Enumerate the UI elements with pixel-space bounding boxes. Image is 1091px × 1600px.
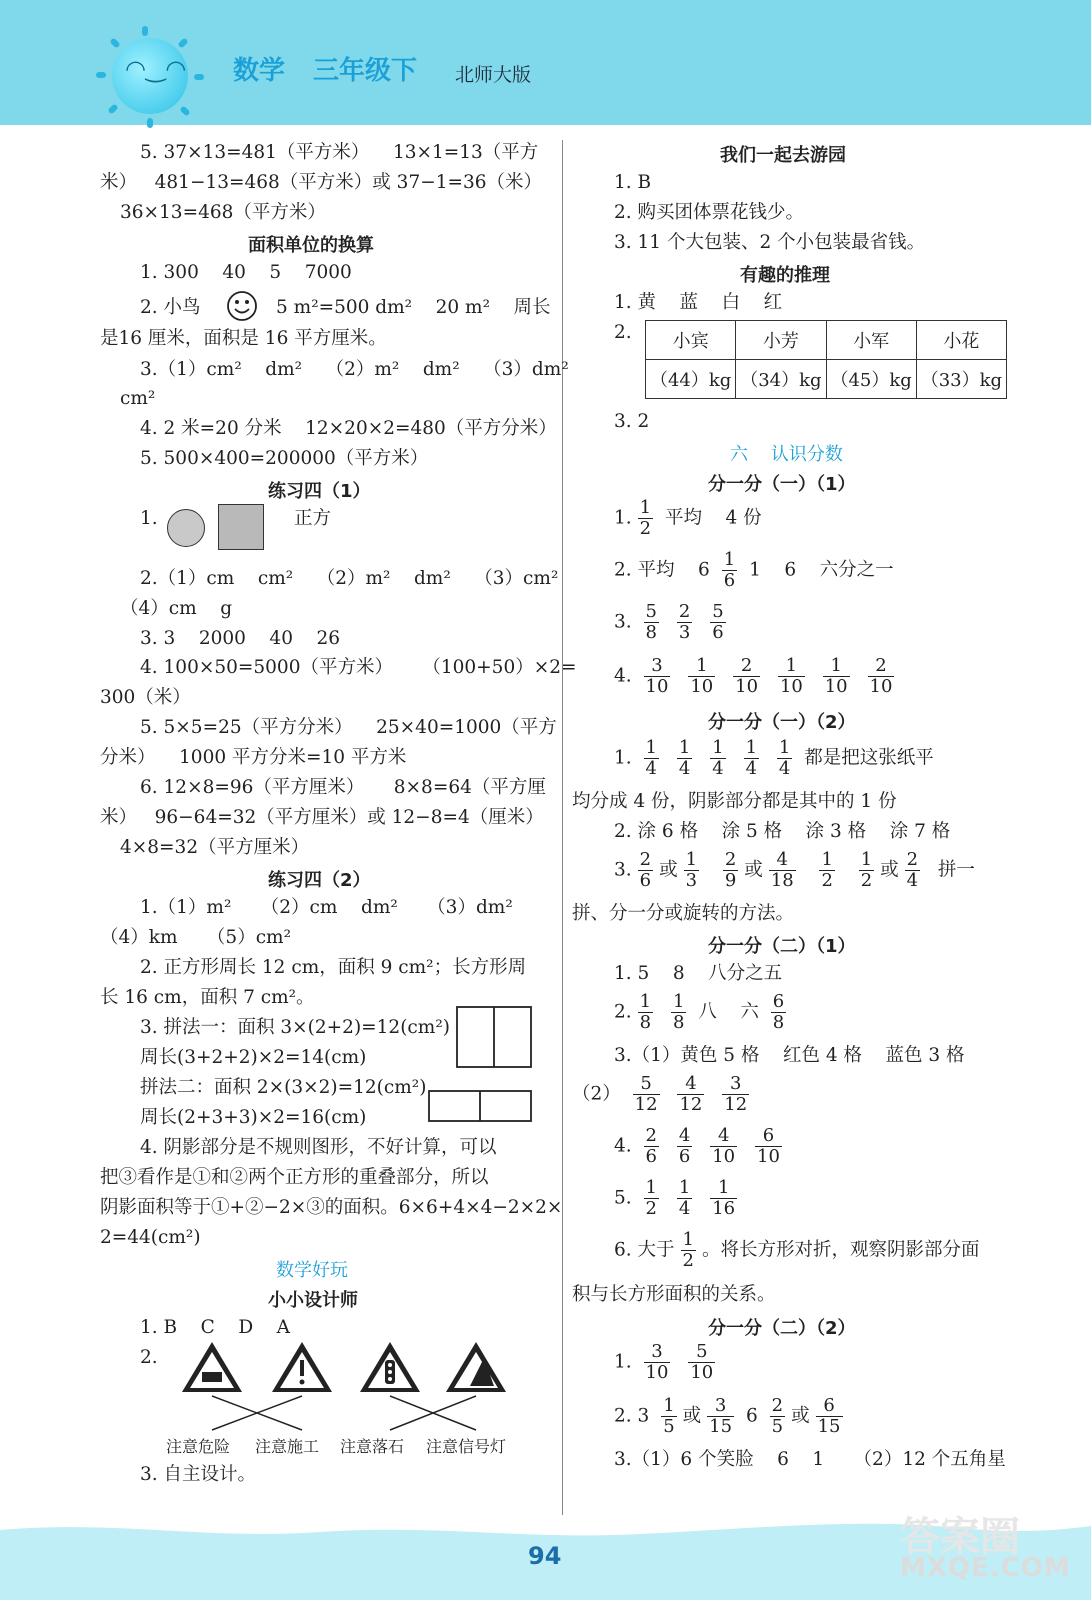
left-line: 米） 96−64=32（平方厘米）或 12−8=4（厘米）	[100, 807, 544, 828]
table-cell: （34）kg	[736, 360, 826, 399]
table-cell: （45）kg	[826, 360, 916, 399]
section-heading: 分一分（二）（1）	[708, 936, 856, 957]
fraction-numerator: 1	[688, 656, 715, 677]
right-line	[614, 850, 975, 891]
fraction-numerator: 1	[823, 656, 850, 677]
left-line: （4）km （5）cm²	[100, 927, 292, 948]
fraction	[677, 1074, 704, 1115]
fraction-denominator: 10	[824, 676, 848, 697]
fraction-denominator: 4	[678, 1198, 691, 1219]
fraction-denominator: 10	[735, 676, 759, 697]
fraction	[638, 498, 653, 539]
section-heading: 分一分（一）（2）	[708, 712, 856, 733]
right-line	[572, 1074, 755, 1115]
left-line: 长 16 cm，面积 7 cm²。	[100, 987, 315, 1008]
left-line: 1. B C D A	[140, 1317, 291, 1338]
left-line: 3. 拼法一：面积 3×(2+2)=12(cm²)	[140, 1017, 450, 1038]
fraction	[677, 1178, 692, 1219]
fraction	[688, 656, 715, 697]
or-word: 或	[880, 859, 899, 881]
wide-rectangle-figure	[428, 1090, 532, 1122]
page-number: 94	[528, 1542, 562, 1570]
grade-title: 三年级下	[313, 56, 418, 86]
line-text: 八 六	[698, 1001, 759, 1023]
fraction-denominator: 4	[712, 758, 724, 779]
fraction-numerator: 2	[678, 601, 691, 622]
left-line: 把③看作是①和②两个正方形的重叠部分，所以	[100, 1167, 489, 1188]
sun-ray	[96, 72, 106, 78]
fraction	[722, 1074, 749, 1115]
fraction-denominator: 18	[770, 870, 794, 891]
fraction-numerator: 2	[639, 849, 652, 870]
fraction-denominator: 10	[645, 1362, 669, 1383]
right-line	[614, 550, 894, 591]
fraction	[710, 1126, 737, 1167]
section-title-fun-math: 数学好玩	[276, 1260, 348, 1281]
left-line: 3. 自主设计。	[140, 1464, 257, 1485]
right-line: 2.	[614, 322, 632, 343]
fraction	[905, 850, 920, 891]
fraction-denominator: 2	[645, 1198, 657, 1219]
smiley-face-icon	[226, 290, 258, 322]
item-number: 4.	[614, 665, 632, 687]
fraction	[671, 992, 686, 1033]
left-line: 正方	[294, 508, 332, 529]
fraction-numerator: 1	[710, 1178, 737, 1199]
right-line	[614, 992, 792, 1033]
fraction	[755, 1126, 782, 1167]
weight-table	[645, 320, 1007, 399]
left-line: 2. 正方形周长 12 cm，面积 9 cm²；长方形周	[140, 957, 527, 978]
section-heading: 有趣的推理	[740, 265, 830, 286]
fraction-denominator: 4	[906, 870, 919, 891]
fraction-numerator: 1	[645, 737, 657, 758]
fraction	[644, 738, 659, 779]
fraction-denominator: 10	[645, 676, 669, 697]
right-line	[614, 498, 762, 539]
fraction-denominator: 8	[639, 1012, 652, 1033]
left-line: 4×8=32（平方厘米）	[120, 837, 310, 858]
fraction-denominator: 12	[634, 1094, 658, 1115]
fraction-numerator: 4	[710, 1126, 737, 1147]
column-divider	[562, 140, 563, 1515]
left-line: 6. 12×8=96（平方厘米） 8×8=64（平方厘	[140, 777, 546, 798]
right-line	[614, 602, 732, 643]
item-number: 3.	[614, 611, 632, 633]
fraction-denominator: 9	[724, 870, 737, 891]
fraction-numerator: 1	[860, 849, 873, 870]
fraction	[744, 738, 759, 779]
fraction	[684, 850, 699, 891]
sign-label: 注意危险	[166, 1437, 231, 1456]
fraction	[681, 1230, 696, 1271]
fraction	[644, 1342, 671, 1383]
warning-signs-figure	[180, 1338, 520, 1438]
fraction-numerator: 1	[778, 737, 791, 758]
chapter-title: 六 认识分数	[730, 444, 843, 465]
fraction-denominator: 6	[639, 870, 652, 891]
left-line: 3.（1）cm² dm² （2）m² dm² （3）dm²	[140, 359, 569, 380]
fraction-denominator: 2	[860, 870, 873, 891]
right-line	[614, 738, 934, 779]
fraction	[677, 738, 692, 779]
section-heading: 小小设计师	[268, 1290, 358, 1311]
section-heading: 面积单位的换算	[248, 235, 374, 256]
fraction-numerator: 6	[772, 991, 785, 1012]
fraction	[777, 738, 792, 779]
fraction	[819, 850, 834, 891]
left-line: 5. 500×400=200000（平方米）	[140, 448, 429, 469]
fraction	[778, 656, 805, 697]
fraction-numerator: 3	[722, 1074, 749, 1095]
line-text: 2. 平均 6	[614, 559, 710, 581]
line-text: 平均 4 份	[665, 507, 762, 529]
fraction-numerator: 1	[723, 549, 736, 570]
left-line: 1.	[140, 508, 158, 529]
right-line: 1. B	[614, 172, 652, 193]
right-line	[614, 1178, 743, 1219]
table-cell: （44）kg	[646, 360, 736, 399]
fraction	[644, 1126, 659, 1167]
left-line: 5. 5×5=25（平方分米） 25×40=1000（平方	[140, 717, 557, 738]
left-line: 分米） 1000 平方分米=10 平方米	[100, 747, 407, 768]
fraction-numerator: 1	[712, 737, 724, 758]
fraction-numerator: 1	[685, 849, 698, 870]
fraction-numerator: 1	[645, 1177, 657, 1198]
fraction	[707, 1396, 734, 1437]
fraction-denominator: 5	[771, 1416, 784, 1437]
right-line: 积与长方形面积的关系。	[572, 1284, 776, 1305]
item-number: 3.	[614, 859, 632, 881]
fraction-numerator: 5	[688, 1342, 715, 1363]
fraction	[733, 656, 760, 697]
fraction-numerator: 5	[712, 601, 724, 622]
fraction-denominator: 3	[685, 870, 698, 891]
fraction	[770, 1396, 785, 1437]
section-heading: 分一分（二）（2）	[708, 1318, 856, 1339]
left-line: 2.（1）cm cm² （2）m² dm² （3）cm²	[140, 568, 559, 589]
fraction-denominator: 8	[673, 1012, 685, 1033]
section-heading: 分一分（一）（1）	[708, 474, 856, 495]
sun-ray	[194, 74, 204, 80]
line-text: 6. 大于	[614, 1239, 675, 1261]
fraction-numerator: 1	[745, 737, 758, 758]
fraction-numerator: 2	[645, 1125, 657, 1146]
fraction	[644, 1178, 659, 1219]
section-heading: 我们一起去游园	[720, 145, 846, 166]
warning-sign-icon	[182, 1342, 242, 1392]
left-line: 300（米）	[100, 687, 191, 708]
table-header-cell: 小芳	[736, 321, 826, 360]
fraction	[638, 992, 653, 1033]
fraction-denominator: 6	[723, 570, 736, 591]
fraction-numerator: 4	[678, 1125, 691, 1146]
fraction-numerator: 2	[771, 1395, 784, 1416]
fraction	[723, 850, 738, 891]
fraction-denominator: 12	[679, 1094, 703, 1115]
left-line: 周长(3+2+2)×2=14(cm)	[140, 1047, 367, 1068]
right-line: 3.（1）6 个笑脸 6 1 （2）12 个五角星	[614, 1449, 1006, 1470]
fraction-numerator: 2	[906, 849, 919, 870]
or-word: 或	[659, 859, 678, 881]
fraction-denominator: 3	[678, 622, 691, 643]
left-line: 4. 2 米=20 分米 12×20×2=480（平方分米）	[140, 418, 557, 439]
fraction-numerator: 3	[644, 1342, 671, 1363]
sun-ray	[147, 118, 153, 128]
left-line: 2.	[140, 1347, 158, 1368]
fraction-denominator: 8	[772, 1012, 785, 1033]
fraction	[677, 602, 692, 643]
fraction	[710, 738, 725, 779]
or-word: 或	[791, 1405, 810, 1427]
right-line: 2. 购买团体票花钱少。	[614, 202, 805, 223]
fraction	[769, 850, 796, 891]
sun-ray	[142, 26, 148, 36]
fraction-denominator: 10	[712, 1146, 736, 1167]
fraction-denominator: 6	[645, 1146, 657, 1167]
right-line	[614, 1396, 849, 1437]
watermark-url: MXQE.COM	[900, 1553, 1071, 1583]
item-number: 5.	[614, 1187, 632, 1209]
construction-sign-icon	[272, 1342, 332, 1392]
fraction	[677, 1126, 692, 1167]
fraction-numerator: 6	[755, 1126, 782, 1147]
fraction-numerator: 3	[644, 656, 671, 677]
left-line: 周长(2+3+3)×2=16(cm)	[140, 1107, 367, 1128]
table-cell: （33）kg	[916, 360, 1006, 399]
fraction-numerator: 2	[868, 656, 895, 677]
fraction-numerator: 4	[677, 1074, 704, 1095]
left-line: 1. 300 40 5 7000	[140, 262, 352, 283]
left-line: 米） 481−13=468（平方米）或 37−1=36（米）	[100, 172, 543, 193]
or-word: 或	[682, 1405, 702, 1427]
fraction-denominator: 10	[757, 1146, 780, 1167]
signal-light-sign-icon	[446, 1342, 506, 1392]
fraction-numerator: 6	[816, 1396, 843, 1417]
fraction-denominator: 4	[645, 758, 657, 779]
tall-rectangle-figure	[456, 1006, 532, 1068]
falling-rocks-sign-icon	[360, 1342, 420, 1392]
line-text: 。将长方形对折，观察阴影部分面	[702, 1239, 980, 1261]
fraction-denominator: 4	[778, 758, 791, 779]
right-line: 拼、分一分或旋转的方法。	[572, 903, 795, 924]
fraction-numerator: 1	[778, 656, 805, 677]
fraction-numerator: 3	[707, 1396, 734, 1417]
fraction-numerator: 1	[678, 1177, 691, 1198]
line-text: 都是把这张纸平	[804, 747, 934, 769]
fraction-numerator: 1	[821, 849, 833, 870]
or-word: 或	[744, 859, 763, 881]
fraction-numerator: 1	[682, 1229, 694, 1250]
fraction-denominator: 2	[821, 870, 833, 891]
fraction	[771, 992, 786, 1033]
fraction	[644, 602, 659, 643]
line-text: 6	[745, 1405, 758, 1427]
item-number: 1.	[614, 747, 632, 769]
fraction	[816, 1396, 843, 1437]
right-line: 1. 黄 蓝 白 红	[614, 292, 783, 313]
right-line: 3. 2	[614, 411, 650, 432]
fraction	[661, 1396, 676, 1437]
fraction	[823, 656, 850, 697]
fraction-denominator: 8	[645, 622, 657, 643]
fraction-denominator: 10	[690, 676, 714, 697]
fraction	[644, 656, 671, 697]
sign-label: 注意落石	[340, 1437, 405, 1456]
left-line: 4. 阴影部分是不规则图形，不好计算，可以	[140, 1137, 497, 1158]
item-number: 4.	[614, 1135, 632, 1157]
fraction	[688, 1342, 715, 1383]
fraction-numerator: 5	[633, 1074, 660, 1095]
fraction	[710, 1178, 737, 1219]
left-line: 1.（1）m² （2）cm dm² （3）dm²	[140, 897, 513, 918]
left-line: 2. 小鸟	[140, 297, 201, 318]
fraction-numerator: 1	[678, 737, 691, 758]
fraction-denominator: 16	[712, 1198, 736, 1219]
left-line: 5. 37×13=481（平方米） 13×1=13（平方	[140, 142, 539, 163]
fraction-denominator: 10	[690, 1362, 714, 1383]
item-number: 1.	[614, 1351, 632, 1373]
section-heading: 练习四（2）	[268, 870, 371, 891]
fraction-numerator: 1	[639, 497, 652, 518]
fraction	[722, 550, 737, 591]
fraction-denominator: 10	[869, 676, 893, 697]
left-line: 4. 100×50=5000（平方米） （100+50）×2=	[140, 657, 577, 678]
square-shape	[218, 504, 264, 550]
fraction-denominator: 5	[663, 1416, 675, 1437]
item-number: （2）	[572, 1083, 621, 1105]
sign-label: 注意施工	[255, 1437, 320, 1456]
item-number: 1.	[614, 507, 632, 529]
watermark-logo: 答案圈	[900, 1514, 1020, 1560]
fraction	[868, 656, 895, 697]
fraction	[633, 1074, 660, 1115]
fraction	[638, 850, 653, 891]
left-line: 是16 厘米，面积是 16 平方厘米。	[100, 328, 387, 349]
subject-title: 数学	[233, 56, 286, 86]
fraction-numerator: 2	[733, 656, 760, 677]
fraction-denominator: 10	[779, 676, 803, 697]
left-line: 阴影面积等于①+②−2×③的面积。6×6+4×4−2×2×	[100, 1197, 563, 1218]
sign-label: 注意信号灯	[426, 1437, 507, 1456]
fraction-numerator: 4	[769, 850, 796, 871]
table-header-cell: 小宾	[646, 321, 736, 360]
left-line: 36×13=468（平方米）	[120, 202, 326, 223]
right-line: 3. 11 个大包装、2 个小包装最省钱。	[614, 232, 926, 253]
fraction-denominator: 4	[678, 758, 691, 779]
fraction-denominator: 2	[682, 1250, 694, 1271]
fraction-denominator: 12	[724, 1094, 748, 1115]
sun-face: ◠‿◠	[125, 55, 187, 83]
fraction-numerator: 1	[663, 1395, 675, 1416]
fraction-denominator: 6	[678, 1146, 691, 1167]
left-line: 拼法二：面积 2×(3×2)=12(cm²)	[140, 1077, 427, 1098]
fraction	[710, 602, 725, 643]
fraction-denominator: 15	[817, 1416, 841, 1437]
line-text: 1 6 六分之一	[749, 559, 894, 581]
fraction-numerator: 1	[639, 991, 652, 1012]
right-line: 1. 5 8 八分之五	[614, 963, 783, 984]
fraction-denominator: 6	[712, 622, 724, 643]
fraction-numerator: 2	[724, 849, 737, 870]
left-line: cm²	[120, 388, 156, 409]
right-line	[614, 1126, 788, 1167]
fraction-numerator: 5	[645, 601, 657, 622]
fraction-numerator: 1	[673, 991, 685, 1012]
fraction-denominator: 4	[745, 758, 758, 779]
section-heading: 练习四（1）	[268, 481, 371, 502]
line-text: 拼一	[937, 859, 975, 881]
left-line: 5 m²=500 dm² 20 m² 周长	[276, 297, 551, 318]
right-line: 均分成 4 份，阴影部分都是其中的 1 份	[572, 791, 897, 812]
right-line	[614, 656, 900, 697]
left-line: 3. 3 2000 40 26	[140, 628, 341, 649]
fraction	[859, 850, 874, 891]
right-line	[614, 1342, 721, 1383]
table-header-cell: 小花	[916, 321, 1006, 360]
fraction-denominator: 15	[709, 1416, 733, 1437]
item-number: 2.	[614, 1001, 632, 1023]
right-line: 2. 涂 6 格 涂 5 格 涂 3 格 涂 7 格	[614, 821, 951, 842]
circle-shape	[167, 509, 205, 547]
fraction-denominator: 2	[639, 518, 652, 539]
table-header-cell: 小军	[826, 321, 916, 360]
left-line: （4）cm g	[120, 598, 233, 619]
right-line: 3.（1）黄色 5 格 红色 4 格 蓝色 3 格	[614, 1045, 965, 1066]
left-line: 2=44(cm²)	[100, 1227, 201, 1248]
right-line	[614, 1230, 980, 1271]
line-text: 2. 3	[614, 1405, 650, 1427]
edition-label: 北师大版	[455, 64, 532, 86]
